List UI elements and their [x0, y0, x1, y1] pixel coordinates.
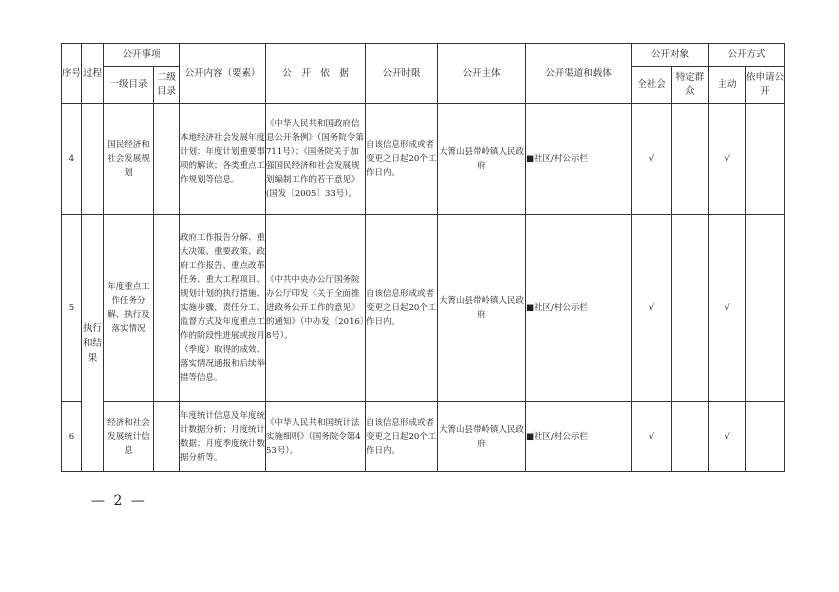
table-row: [62, 215, 785, 402]
row-level1: 经济和社会发展统计信息: [104, 402, 154, 472]
header-level1: 一级目录: [104, 67, 154, 104]
header-seq: 序号: [62, 44, 82, 104]
row-basis: 《中华人民共和国政府信息公开条例》（国务院令第711号）；《国务院关于加强国民经济和社会发展规划编制工作的若干意见》(国发〔2005〕33号）。: [266, 104, 366, 215]
row-channel: ■社区/村公示栏: [526, 104, 632, 215]
row-subject: 大箐山县带岭镇人民政府: [438, 402, 526, 472]
row-method-apply: [746, 402, 785, 472]
header-content: 公开内容（要素）: [180, 44, 266, 104]
row-content: 年度统计信息及年度统计数据分析；月度统计数据；月度季度统计数据分析等。: [180, 402, 266, 472]
process-cell-empty: [82, 104, 104, 215]
row-level1: 年度重点工作任务分解、执行及落实情况: [104, 215, 154, 402]
header-subject: 公开主体: [438, 44, 526, 104]
row-level1: 国民经济和社会发展规划: [104, 104, 154, 215]
row-time: 自该信息形成或者变更之日起20个工作日内。: [366, 104, 438, 215]
row-target-specific: [672, 104, 709, 215]
row-basis: 《中共中央办公厅国务院办公厅印发〈关于全面推进政务公开工作的意见〉的通知》（中办发〔2016〕8号）。: [266, 215, 366, 402]
header-level2: 二级目录: [154, 67, 180, 104]
header-process: 过程: [82, 44, 104, 104]
row-method-apply: [746, 104, 785, 215]
header-channel: 公开渠道和载体: [526, 44, 632, 104]
row-method-apply: [746, 215, 785, 402]
header-method-active: 主动: [709, 67, 746, 104]
disclosure-table: [61, 43, 785, 472]
row-seq: 6: [62, 402, 82, 472]
row-time: 自该信息形成或者变更之日起20个工作日内。: [366, 402, 438, 472]
row-channel: ■社区/村公示栏: [526, 215, 632, 402]
table-row: [62, 104, 785, 215]
row-seq: 4: [62, 104, 82, 215]
header-method: 公开方式: [709, 44, 785, 67]
header-target-specific: 特定群众: [672, 67, 709, 104]
row-content: 本地经济社会发展年度计划：年度计划重要事项的解读；各类重点工作规划等信息。: [180, 104, 266, 215]
row-level2: [154, 215, 180, 402]
row-subject: 大箐山县带岭镇人民政府: [438, 104, 526, 215]
header-row-1: [62, 44, 785, 67]
header-method-apply: 依申请公开: [746, 67, 785, 104]
header-target: 公开对象: [632, 44, 709, 67]
row-target-all: √: [632, 215, 672, 402]
row-method-active: √: [709, 104, 746, 215]
header-time: 公开时限: [366, 44, 438, 104]
row-target-specific: [672, 402, 709, 472]
row-target-specific: [672, 215, 709, 402]
row-channel: ■社区/村公示栏: [526, 402, 632, 472]
row-method-active: √: [709, 215, 746, 402]
header-target-all: 全社会: [632, 67, 672, 104]
table-row: [62, 402, 785, 472]
stage-label: 执行和结果: [82, 215, 104, 472]
row-basis: 《中华人民共和国统计法实施细则》（国务院令第453号）。: [266, 402, 366, 472]
row-seq: 5: [62, 215, 82, 402]
row-time: 自该信息形成或者变更之日起20个工作日内。: [366, 215, 438, 402]
header-basis: 公 开 依 据: [266, 44, 366, 104]
row-target-all: √: [632, 104, 672, 215]
page-number: — 2 —: [91, 493, 147, 509]
row-target-all: √: [632, 402, 672, 472]
row-content: 政府工作报告分解、重大决策、重要政策、政府工作报告、重点改革任务、重大工程项目、规划计划的执行措施、实施步骤、责任分工、监督方式及年度重点工作的阶段性进展或按月（季度）取得的成效、落实情况通报和后续举措等信息。: [180, 215, 266, 402]
row-method-active: √: [709, 402, 746, 472]
header-matters: 公开事项: [104, 44, 180, 67]
row-level2: [154, 104, 180, 215]
row-subject: 大箐山县带岭镇人民政府: [438, 215, 526, 402]
row-level2: [154, 402, 180, 472]
